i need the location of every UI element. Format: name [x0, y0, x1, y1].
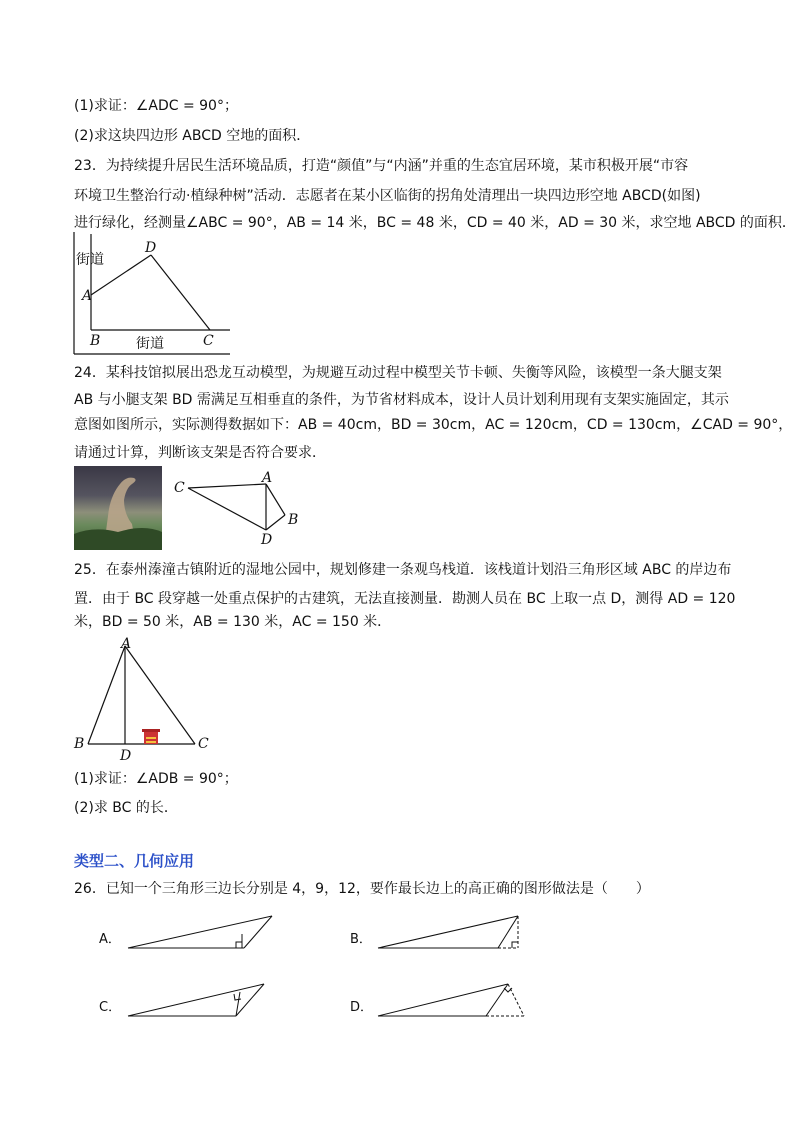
q26-option-B-label: B．	[350, 932, 372, 947]
q24-label-C: C	[174, 480, 185, 496]
q25-figure	[70, 636, 220, 764]
q23-label-D: D	[145, 240, 157, 256]
q24-line3: 意图如图所示，实际测得数据如下：AB = 40cm，BD = 30cm，AC = 120cm，CD = 130cm，∠CAD = 90°，	[74, 417, 793, 433]
q22-part2: (2)求这块四边形 ABCD 空地的面积．	[74, 128, 311, 144]
q23-line3: 进行绿化，经测量∠ABC = 90°，AB = 14 米，BC = 48 米，CD = 40 米，AD = 30 米，求空地 ABCD 的面积．	[74, 215, 796, 231]
pagoda-icon	[142, 729, 160, 744]
q23-label-A: A	[82, 288, 93, 304]
q23-line1: 23．为持续提升居民生活环境品质，打造“颜值”与“内涵”并重的生态宜居环境，某市积极开展“市容	[74, 158, 689, 174]
q25-line1: 25．在泰州溱潼古镇附近的湿地公园中，规划修建一条观鸟栈道．该栈道计划沿三角形区域 ABC 的岸边布	[74, 562, 732, 578]
q26-option-D-figure	[374, 980, 534, 1022]
q23-figure	[60, 228, 260, 358]
q25-label-D: D	[120, 748, 132, 764]
q24-line2: AB 与小腿支架 BD 需满足互相垂直的条件，为节省材料成本，设计人员计划利用现有支架实施固定，其示	[74, 392, 729, 408]
q25-line2: 置．由于 BC 段穿越一处重点保护的古建筑，无法直接测量．勘测人员在 BC 上取一点 D，测得 AD = 120	[74, 591, 736, 607]
q25-label-C: C	[198, 736, 209, 752]
q24-label-A: A	[262, 470, 273, 486]
q23-line2: 环境卫生整治行动·植绿种树”活动．志愿者在某小区临街的拐角处清理出一块四边形空地 ABCD(如图)	[74, 188, 701, 204]
q24-label-B: B	[288, 512, 299, 528]
q25-part1: (1)求证：∠ADB = 90°；	[74, 771, 238, 787]
q25-line3: 米，BD = 50 米，AB = 130 米，AC = 150 米．	[74, 614, 392, 630]
q23-street-horizontal: 街道	[136, 336, 164, 352]
q26-option-C-label: C．	[99, 1000, 122, 1015]
section-title: 类型二、几何应用	[74, 852, 195, 870]
q25-label-A: A	[121, 636, 132, 652]
q23-street-vertical: 街道	[76, 252, 104, 268]
q26-option-B-figure	[374, 912, 534, 954]
dinosaur-photo	[74, 466, 162, 550]
q26-stem: 26．已知一个三角形三边长分别是 4，9，12，要作最长边上的高正确的图形做法是（ ）	[74, 881, 650, 897]
q25-label-B: B	[74, 736, 85, 752]
q24-line1: 24．某科技馆拟展出恐龙互动模型，为规避互动过程中模型关节卡顿、失衡等风险，该模型一条大腿支架	[74, 365, 722, 381]
q23-label-C: C	[203, 333, 214, 349]
q26-option-C-figure	[124, 980, 284, 1022]
q25-part2: (2)求 BC 的长．	[74, 800, 178, 816]
q26-option-A-figure	[124, 912, 284, 954]
q22-part1: (1)求证：∠ADC = 90°；	[74, 98, 238, 114]
q26-option-A-label: A．	[99, 932, 121, 947]
q26-option-D-label: D．	[350, 1000, 374, 1015]
q24-line4: 请通过计算，判断该支架是否符合要求．	[74, 445, 326, 461]
q24-figure	[170, 470, 310, 550]
q24-label-D: D	[261, 532, 273, 548]
q23-label-B: B	[90, 333, 101, 349]
